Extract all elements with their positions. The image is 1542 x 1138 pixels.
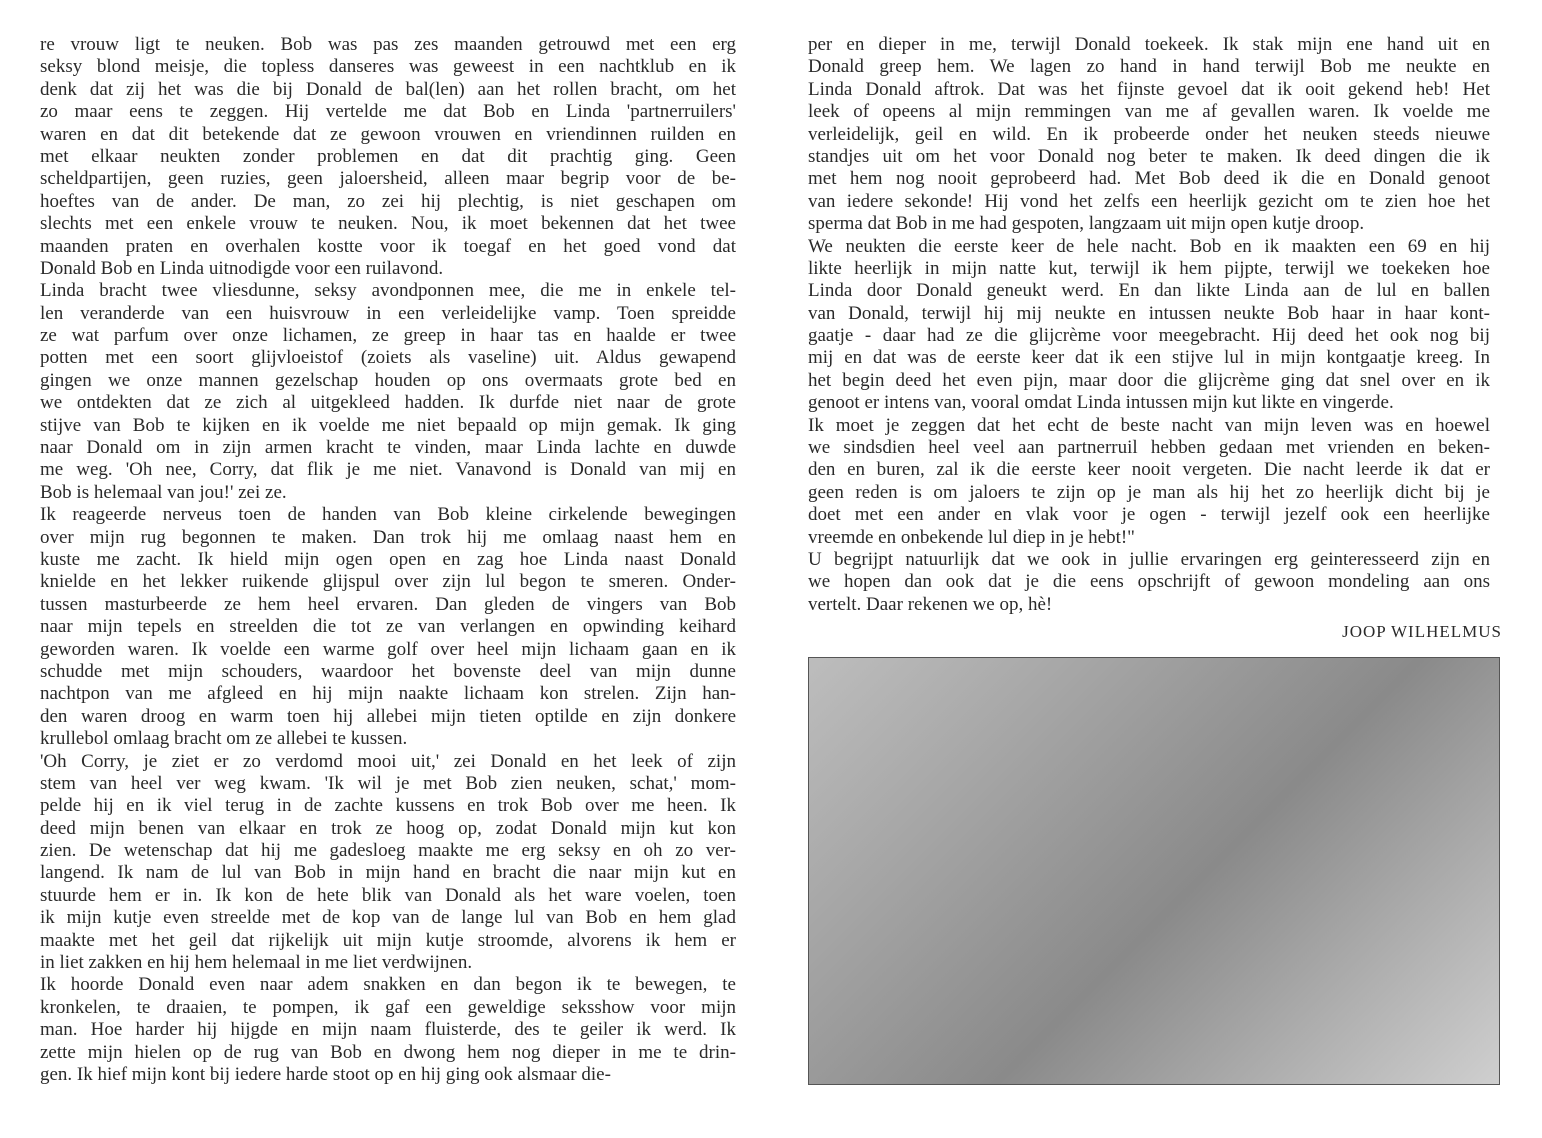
- text-line: kuste me zacht. Ik hield mijn ogen open en zag hoe Linda naast Donald: [40, 548, 736, 570]
- text-line: standjes uit om het voor Donald nog beter te maken. Ik deed dingen die ik: [808, 145, 1490, 167]
- text-line: doet met een ander en vlak voor je ogen - terwijl jezelf ook een heerlijke: [808, 504, 1490, 526]
- text-line: Bob is helemaal van jou!' zei ze.: [40, 481, 287, 503]
- text-line: Ik reageerde nerveus toen de handen van Bob kleine cirkelende bewegingen: [40, 504, 736, 526]
- text-line: potten met een soort glijvloeistof (zoiets als vaseline) uit. Aldus gewapend: [40, 347, 736, 369]
- text-line: ik mijn kutje even streelde met de kop van de lange lul van Bob en hem glad: [40, 907, 736, 929]
- text-line: Ik moet je zeggen dat het echt de beste nacht van mijn leven was en hoewel: [808, 414, 1490, 436]
- text-line: naar mijn tepels en streelden die tot ze van verlangen en opwinding keihard: [40, 616, 736, 638]
- text-line: zien. De wetenschap dat hij me gadesloeg maakte me erg seksy en oh zo ver-: [40, 840, 736, 862]
- right-text-column: [808, 34, 1490, 616]
- text-line: len veranderde van een huisvrouw in een verleidelijke vamp. Toen spreidde: [40, 302, 736, 324]
- text-line: vreemde en onbekende lul diep in je hebt!": [808, 526, 1135, 548]
- text-line: Donald greep hem. We lagen zo hand in hand terwijl Bob me neukte en: [808, 56, 1490, 78]
- text-line: Linda Donald aftrok. Dat was het fijnste gevoel dat ik ooit gekend heb! Het: [808, 78, 1490, 100]
- text-line: hoeftes van de ander. De man, zo zei hij plechtig, is niet geschapen om: [40, 190, 736, 212]
- text-line: re vrouw ligt te neuken. Bob was pas zes maanden getrouwd met een erg: [40, 34, 736, 55]
- text-line: We neukten die eerste keer de hele nacht. Bob en ik maakten een 69 en hij: [808, 235, 1490, 257]
- text-line: Linda door Donald geneukt werd. En dan likte Linda aan de lul en ballen: [808, 280, 1490, 302]
- text-line: genoot er intens van, vooral omdat Linda intussen mijn kut likte en vingerde.: [808, 392, 1394, 414]
- text-line: tussen masturbeerde ze hem heel ervaren. Dan gleden de vingers van Bob: [40, 593, 736, 615]
- text-line: Ik hoorde Donald even naar adem snakken en dan begon ik te bewegen, te: [40, 974, 736, 996]
- text-line: knielde en het lekker ruikende glijspul over zijn lul begon te smeren. Onder-: [40, 571, 736, 593]
- author-byline: JOOP WILHELMUS: [1342, 622, 1502, 641]
- text-line: den waren droog en warm toen hij allebei mijn tieten optilde en zijn donkere: [40, 705, 736, 727]
- text-line: denk dat zij het was die bij Donald de bal(len) aan het rollen bracht, om het: [40, 78, 736, 100]
- text-line: we hopen dan ook dat je die eens opschrijft of gewoon mondeling aan ons: [808, 571, 1490, 593]
- text-line: slechts met een enkele vrouw te neuken. Nou, ik moet bekennen dat het twee: [40, 213, 736, 235]
- text-line: van Donald, terwijl hij mij neukte en intussen neukte Bob haar in haar kont-: [808, 302, 1490, 324]
- text-line: Donald Bob en Linda uitnodigde voor een ruilavond.: [40, 257, 444, 279]
- text-line: maakte met het geil dat rijkelijk uit mijn kutje stroomde, alvorens ik hem er: [40, 929, 736, 951]
- text-line: het begin deed het even pijn, maar door die glijcrème ging dat snel over en ik: [808, 369, 1490, 391]
- text-line: gaatje - daar had ze die glijcrème voor meegebracht. Hij deed het ook nog bij: [808, 325, 1490, 347]
- text-line: 'Oh Corry, je ziet er zo verdomd mooi uit,' zei Donald en het leek of zijn: [40, 750, 736, 772]
- text-line: pelde hij en ik viel terug in de zachte kussens en trok Bob over me heen. Ik: [40, 795, 736, 817]
- text-line: met elkaar neukten zonder problemen en dat dit prachtig ging. Geen: [40, 145, 736, 167]
- text-line: verleidelijk, geil en wild. En ik probeerde onder het neuken steeds nieuwe: [808, 123, 1490, 145]
- text-line: man. Hoe harder hij hijgde en mijn naam fluisterde, des te geiler ik werd. Ik: [40, 1019, 736, 1041]
- text-line: leek of opeens al mijn remmingen van me af gevallen waren. Ik voelde me: [808, 101, 1490, 123]
- text-line: in liet zakken en hij hem helemaal in me liet verdwijnen.: [40, 952, 473, 974]
- text-line: stem van heel ver weg kwam. 'Ik wil je met Bob zien neuken, schat,' mom-: [40, 772, 736, 794]
- text-line: we ontdekten dat ze zich al uitgekleed hadden. Ik durfde niet naar de grote: [40, 392, 736, 414]
- text-line: me weg. 'Oh nee, Corry, dat flik je me niet. Vanavond is Donald van mij en: [40, 459, 736, 481]
- text-line: van iedere sekonde! Hij vond het zelfs een heerlijk gezicht om te zien hoe het: [808, 190, 1490, 212]
- text-line: Linda bracht twee vliesdunne, seksy avondponnen mee, die me in enkele tel-: [40, 280, 736, 302]
- text-line: seksy blond meisje, die topless danseres was geweest in een nachtklub en ik: [40, 56, 736, 78]
- text-line: per en dieper in me, terwijl Donald toekeek. Ik stak mijn ene hand uit en: [808, 34, 1490, 55]
- text-line: deed mijn benen van elkaar en trok ze hoog op, zodat Donald mijn kut kon: [40, 817, 736, 839]
- text-line: langend. Ik nam de lul van Bob in mijn hand en bracht die naar mijn kut en: [40, 862, 736, 884]
- text-line: zette mijn hielen op de rug van Bob en dwong hem nog dieper in me te drin-: [40, 1041, 736, 1063]
- text-line: schudde met mijn schouders, waardoor het bovenste deel van mijn dunne: [40, 660, 736, 682]
- text-line: den en buren, zal ik die eerste keer nooit vergeten. Die nacht leerde ik dat er: [808, 459, 1490, 481]
- text-line: kronkelen, te draaien, te pompen, ik gaf een geweldige seksshow voor mijn: [40, 996, 736, 1018]
- text-line: gen. Ik hief mijn kont bij iedere harde stoot op en hij ging ook alsmaar die-: [40, 1063, 611, 1085]
- text-line: naar Donald om in zijn armen kracht te vinden, maar Linda lachte en duwde: [40, 437, 736, 459]
- text-line: geworden waren. Ik voelde een warme golf over heel mijn lichaam gaan en ik: [40, 638, 736, 660]
- text-line: ze wat parfum over onze lichamen, ze greep in haar tas en haalde er twee: [40, 325, 736, 347]
- text-line: scheldpartijen, geen ruzies, geen jaloersheid, alleen maar begrip voor de be-: [40, 168, 736, 190]
- text-line: nachtpon van me afgleed en hij mijn naakte lichaam kon strelen. Zijn han-: [40, 683, 736, 705]
- text-line: waren en dat dit betekende dat ze gewoon vrouwen en vriendinnen ruilden en: [40, 123, 736, 145]
- text-line: vertelt. Daar rekenen we op, hè!: [808, 593, 1053, 615]
- text-line: zo maar eens te zeggen. Hij vertelde me dat Bob en Linda 'partnerruilers': [40, 101, 736, 123]
- text-line: we sindsdien heel veel aan partnerruil hebben gedaan met vrienden en beken-: [808, 437, 1490, 459]
- text-line: krullebol omlaag bracht om ze allebei te kussen.: [40, 728, 408, 750]
- text-line: sperma dat Bob in me had gespoten, langzaam uit mijn open kutje droop.: [808, 213, 1365, 235]
- text-line: met hem nog nooit geprobeerd had. Met Bob deed ik die en Donald genoot: [808, 168, 1490, 190]
- text-line: maanden praten en overhalen kostte voor ik toegaf en het goed vond dat: [40, 235, 736, 257]
- left-text-column: [40, 34, 736, 1086]
- text-line: stijve van Bob te kijken en ik voelde me niet bepaald op mijn gemak. Ik ging: [40, 414, 736, 436]
- text-line: gingen we onze mannen gezelschap houden op ons overmaats grote bed en: [40, 369, 736, 391]
- text-line: likte heerlijk in mijn natte kut, terwijl ik hem pijpte, terwijl we toekeken hoe: [808, 257, 1490, 279]
- text-line: U begrijpt natuurlijk dat we ook in jullie ervaringen erg geinteresseerd zijn en: [808, 548, 1490, 570]
- text-line: over mijn rug begonnen te maken. Dan trok hij me omlaag naast hem en: [40, 526, 736, 548]
- photo: [808, 657, 1500, 1085]
- text-line: geen reden is om jaloers te zijn op je man als hij het zo heerlijk dicht bij je: [808, 481, 1490, 503]
- text-line: mij en dat was de eerste keer dat ik een stijve lul in mijn kontgaatje kreeg. In: [808, 347, 1490, 369]
- text-line: stuurde hem er in. Ik kon de hete blik van Donald als het ware voelen, toen: [40, 884, 736, 906]
